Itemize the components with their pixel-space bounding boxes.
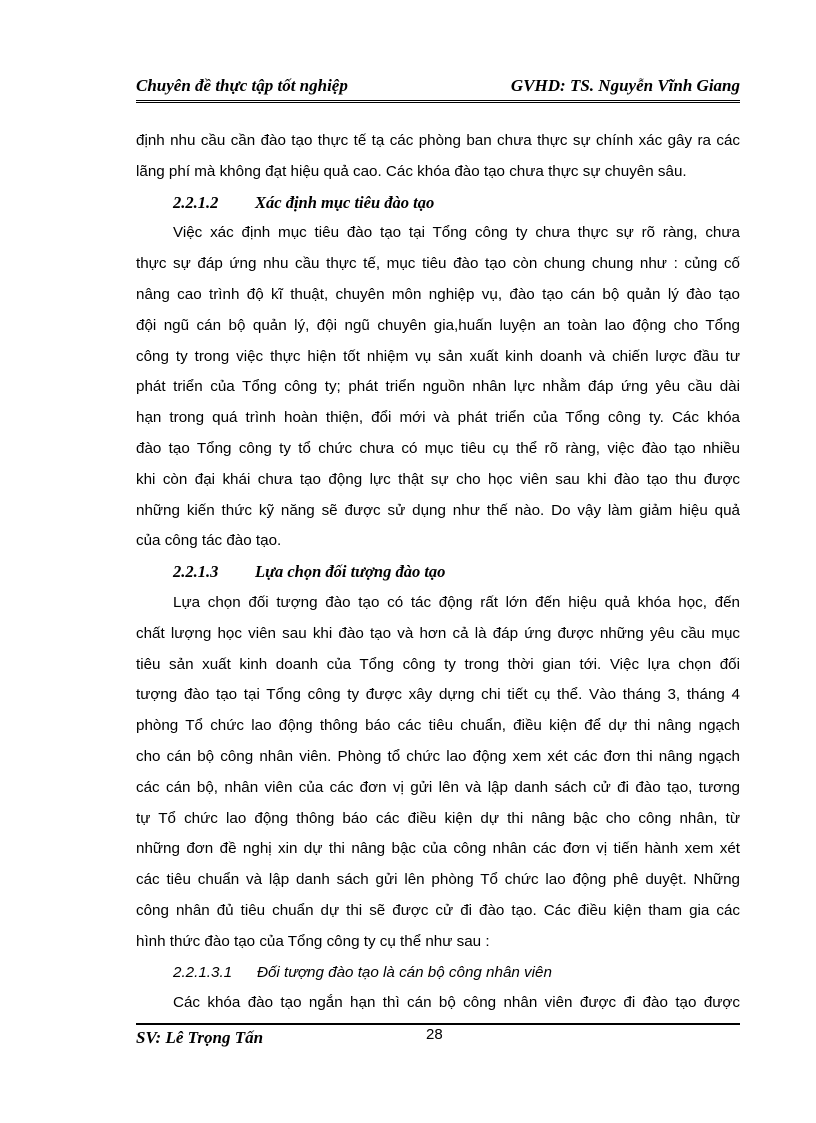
- body-line: chất lượng học viên sau khi đào tạo và hơn cả là đáp ứng được những yêu cầu mục: [136, 624, 740, 642]
- section-number: 2.2.1.3: [173, 562, 219, 582]
- page-number: 28: [426, 1026, 443, 1043]
- subsection-heading: [136, 958, 740, 989]
- subsection-number: 2.2.1.3.1: [173, 963, 233, 981]
- page-body: [136, 126, 740, 1019]
- section-heading: [136, 188, 740, 219]
- body-line: công nhân đủ tiêu chuẩn dự thi sẽ được cử đi đào tạo. Các điều kiện tham gia các: [136, 901, 740, 919]
- section-title: Xác định mục tiêu đào tạo: [255, 192, 435, 212]
- body-line: tự Tổ chức lao động thông báo các điều kiện dự thi nâng bậc cho công nhân, từ: [136, 809, 740, 827]
- subsection-title: Đối tượng đào tạo là cán bộ công nhân viên: [257, 963, 552, 981]
- body-line: cho cán bộ công nhân viên. Phòng tổ chức lao động xem xét các đơn thi nâng ngạch: [136, 747, 740, 765]
- body-line: nâng cao trình độ kĩ thuật, chuyên môn nghiệp vụ, đào tạo cán bộ quản lý đào tạo: [136, 285, 740, 303]
- body-line: đội ngũ cán bộ quản lý, đội ngũ chuyên gia,huấn luyện an toàn lao động cho Tổng: [136, 316, 740, 334]
- header-left: Chuyên đề thực tập tốt nghiệp: [136, 76, 348, 95]
- body-line: đào tạo Tổng công ty tổ chức chưa có mục tiêu cụ thể rõ ràng, việc đào tạo nhiều: [136, 439, 740, 457]
- body-line: công ty trong việc thực hiện tốt nhiệm vụ sản xuất kinh doanh và chiến lược đầu tư: [136, 347, 740, 365]
- body-line: lãng phí mà không đạt hiệu quả cao. Các khóa đào tạo chưa thực sự chuyên sâu.: [136, 162, 687, 180]
- body-line: của công tác đào tạo.: [136, 532, 282, 550]
- footer-rule: [136, 1023, 740, 1025]
- page-header: [136, 74, 740, 103]
- body-line: hình thức đào tạo của Tổng công ty cụ thể như sau :: [136, 932, 490, 950]
- footer-student: SV: Lê Trọng Tấn: [136, 1028, 264, 1047]
- body-line: định nhu cầu cần đào tạo thực tế tạ các phòng ban chưa thực sự chính xác gây ra các: [136, 132, 740, 149]
- body-line: Việc xác định mục tiêu đào tạo tại Tổng công ty chưa thực sự rõ ràng, chưa: [173, 224, 740, 242]
- body-line: khi còn đại khái chưa tạo động lực thật sự cho học viên sau khi đào tạo thu được: [136, 470, 740, 488]
- body-line: những kiến thức kỹ năng sẽ được sử dụng như thế nào. Do vậy làm giảm hiệu quả: [136, 501, 740, 519]
- body-line: Lựa chọn đối tượng đào tạo có tác động rất lớn đến hiệu quả khóa học, đến: [173, 593, 740, 611]
- body-line: Các khóa đào tạo ngắn hạn thì cán bộ công nhân viên được đi đào tạo được: [173, 994, 740, 1012]
- body-line: tiêu sản xuất kinh doanh của Tổng công ty trong thời gian tới. Việc lựa chọn đối: [136, 655, 740, 673]
- body-line: những đơn đề nghị xin dự thi nâng bậc của công nhân các đơn vị tiến hành xem xét: [136, 840, 740, 858]
- body-line: các tiêu chuẩn và lập danh sách gửi lên phòng Tổ chức lao động phê duyệt. Những: [136, 871, 740, 889]
- section-heading: [136, 557, 740, 588]
- header-right: GVHD: TS. Nguyễn Vĩnh Giang: [510, 76, 740, 95]
- body-line: phòng Tổ chức lao động thông báo các tiêu chuẩn, điều kiện để dự thi nâng ngạch: [136, 717, 740, 735]
- body-line: tượng đào tạo tại Tổng công ty được xây dựng chi tiết cụ thể. Vào tháng 3, tháng 4: [136, 686, 740, 704]
- body-line: phát triển của Tổng công ty; phát triển nguồn nhân lực nhằm đáp ứng yêu cầu dài: [136, 378, 740, 396]
- section-title: Lựa chọn đối tượng đào tạo: [255, 562, 446, 582]
- body-line: các cán bộ, nhân viên của các đơn vị gửi lên và lập danh sách cử đi đào tạo, tương: [136, 778, 740, 796]
- section-number: 2.2.1.2: [173, 192, 219, 212]
- body-line: hạn trong quá trình hoàn thiện, đổi mới và phát triển của Tổng công ty. Các khóa: [136, 409, 740, 427]
- body-line: thực sự đáp ứng nhu cầu thực tế, mục tiêu đào tạo còn chung chung như : củng cố: [136, 255, 740, 273]
